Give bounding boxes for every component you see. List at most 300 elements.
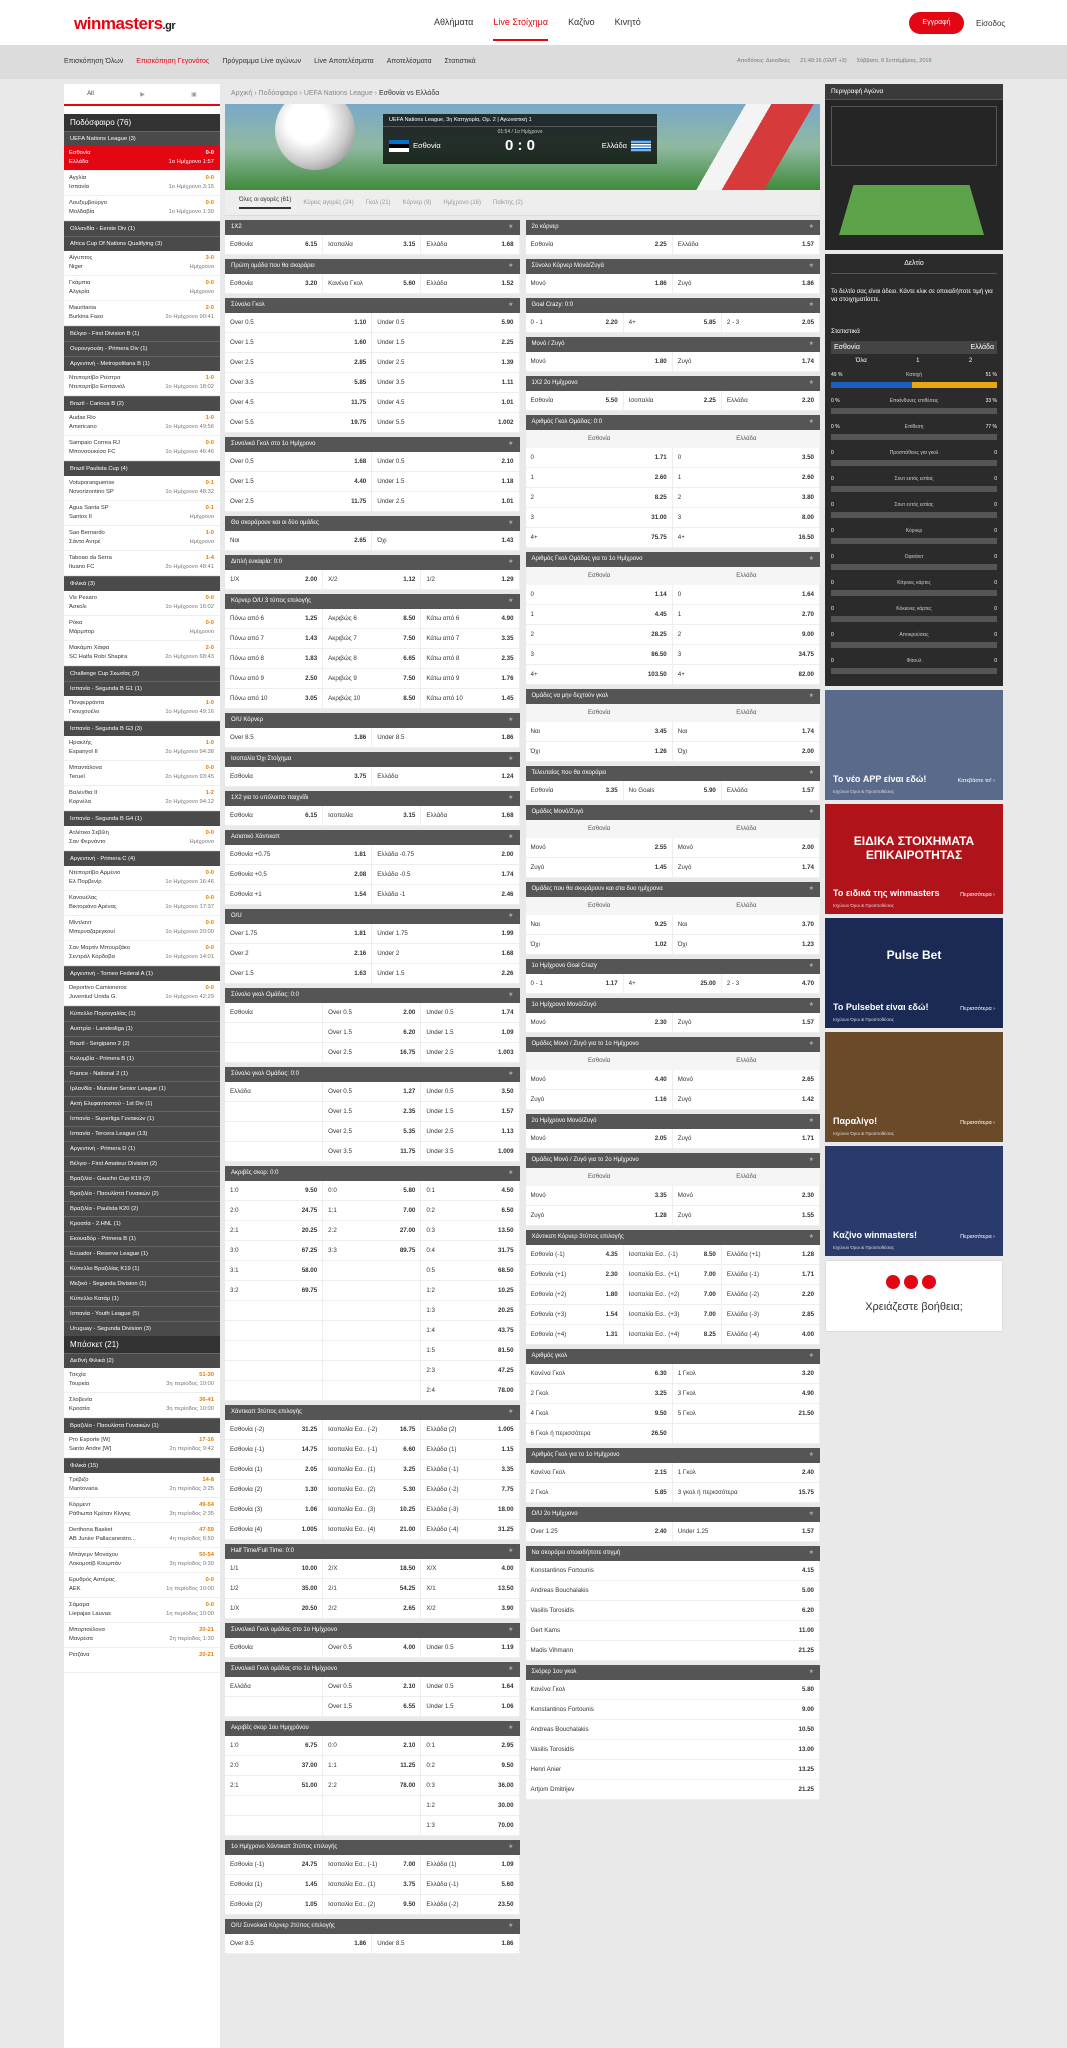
odds-format-select[interactable]: Αποδόσεις: Δεκαδικές — [737, 58, 791, 64]
odds-cell[interactable] — [526, 1700, 821, 1719]
odds-cell[interactable] — [421, 1559, 519, 1578]
odds-cell[interactable] — [526, 665, 673, 684]
odds-cell[interactable] — [526, 974, 624, 993]
odds-cell[interactable] — [225, 373, 372, 392]
star-icon[interactable]: ★ — [508, 1548, 514, 1554]
odds-cell[interactable] — [673, 1186, 820, 1205]
match-item[interactable] — [64, 501, 220, 526]
breadcrumb-current[interactable]: Εσθονία vs Ελλάδα — [378, 90, 440, 97]
odds-cell[interactable] — [526, 1090, 673, 1109]
odds-cell[interactable] — [624, 391, 722, 410]
odds-cell[interactable] — [225, 413, 372, 432]
star-icon[interactable]: ★ — [808, 419, 814, 425]
odds-cell[interactable] — [372, 373, 519, 392]
competition-header[interactable]: Βραζιλία - Paulista K20 (2) — [64, 1201, 220, 1216]
logo[interactable]: winmasters.gr — [74, 14, 176, 33]
odds-cell[interactable] — [421, 1321, 519, 1340]
market-header[interactable] — [526, 882, 821, 897]
market-header[interactable] — [225, 1067, 520, 1082]
match-item[interactable] — [64, 1473, 220, 1498]
odds-cell[interactable] — [722, 974, 820, 993]
odds-cell[interactable] — [225, 1776, 323, 1795]
odds-cell[interactable] — [526, 1483, 673, 1502]
match-item[interactable] — [64, 616, 220, 641]
odds-cell[interactable] — [421, 1697, 519, 1716]
odds-cell[interactable] — [225, 1500, 323, 1519]
competition-header[interactable]: Αργεντινή - Torneo Federal A (1) — [64, 966, 220, 981]
match-item[interactable] — [64, 1368, 220, 1393]
market-header[interactable] — [526, 959, 821, 974]
odds-cell[interactable] — [323, 1697, 421, 1716]
star-icon[interactable]: ★ — [808, 693, 814, 699]
market-header[interactable] — [526, 1153, 821, 1168]
odds-cell[interactable] — [323, 1241, 421, 1260]
competition-header[interactable]: Αργεντινή - Metropolitana B (1) — [64, 356, 220, 371]
star-icon[interactable]: ★ — [508, 1409, 514, 1415]
market-header[interactable] — [526, 805, 821, 820]
odds-cell[interactable] — [526, 645, 673, 664]
tab-all[interactable]: All — [87, 91, 94, 97]
match-item[interactable] — [64, 891, 220, 916]
odds-cell[interactable] — [323, 1420, 421, 1439]
odds-cell[interactable] — [673, 448, 820, 467]
competition-header[interactable]: Κύπελλο Βραζιλίας K19 (1) — [64, 1261, 220, 1276]
subnav-item[interactable]: Live Αποτελέσματα — [314, 58, 374, 65]
breadcrumb-link[interactable]: Ποδόσφαιρο — [258, 90, 298, 97]
odds-cell[interactable] — [323, 806, 421, 825]
match-item[interactable] — [64, 736, 220, 761]
betslip-title[interactable]: Δελτίο — [831, 260, 997, 274]
nav-item[interactable]: Live Στοίχημα — [493, 17, 548, 41]
odds-cell[interactable] — [526, 781, 624, 800]
odds-cell[interactable] — [372, 924, 519, 943]
odds-cell[interactable] — [526, 528, 673, 547]
odds-cell[interactable] — [372, 353, 519, 372]
odds-cell[interactable] — [421, 1638, 519, 1657]
odds-cell[interactable] — [225, 649, 323, 668]
odds-cell[interactable] — [722, 1265, 820, 1284]
odds-cell[interactable] — [225, 235, 323, 254]
odds-cell[interactable] — [722, 1305, 820, 1324]
competition-header[interactable]: Αργεντινή - Primera D (1) — [64, 1141, 220, 1156]
market-header[interactable] — [225, 791, 520, 806]
star-icon[interactable]: ★ — [508, 1844, 514, 1850]
nav-item[interactable]: Καζίνο — [568, 17, 595, 27]
odds-cell[interactable] — [673, 1013, 820, 1032]
odds-cell[interactable] — [323, 1102, 421, 1121]
market-header[interactable] — [225, 1662, 520, 1677]
market-header[interactable] — [526, 220, 821, 235]
odds-cell[interactable] — [323, 1221, 421, 1240]
match-item[interactable] — [64, 1548, 220, 1573]
odds-cell[interactable] — [372, 413, 519, 432]
odds-cell[interactable] — [421, 1341, 519, 1360]
odds-cell[interactable] — [421, 1420, 519, 1439]
odds-cell[interactable] — [421, 629, 519, 648]
star-icon[interactable]: ★ — [508, 1170, 514, 1176]
odds-cell[interactable] — [225, 353, 372, 372]
competition-header[interactable]: Βραζιλία - Παουλίστα Γυναικών (1) — [64, 1418, 220, 1433]
match-item[interactable] — [64, 1573, 220, 1598]
competition-header[interactable]: Ισπανία - Segunda B G4 (1) — [64, 811, 220, 826]
competition-header[interactable]: Φιλικά (3) — [64, 576, 220, 591]
odds-cell[interactable] — [372, 531, 519, 550]
odds-cell[interactable] — [673, 935, 820, 954]
odds-cell[interactable] — [673, 1463, 820, 1482]
odds-cell[interactable] — [722, 781, 820, 800]
competition-header[interactable]: Ecuador - Reserve League (1) — [64, 1246, 220, 1261]
odds-cell[interactable] — [421, 1142, 519, 1161]
odds-cell[interactable] — [323, 1677, 421, 1696]
star-icon[interactable]: ★ — [808, 380, 814, 386]
star-icon[interactable]: ★ — [808, 963, 814, 969]
odds-cell[interactable] — [526, 1641, 821, 1660]
odds-cell[interactable] — [673, 665, 820, 684]
subnav-item[interactable]: Στατιστικά — [444, 58, 476, 65]
odds-cell[interactable] — [526, 1384, 673, 1403]
match-item[interactable] — [64, 1623, 220, 1648]
match-item[interactable] — [64, 591, 220, 616]
odds-cell[interactable] — [526, 313, 624, 332]
odds-cell[interactable] — [421, 1736, 519, 1755]
market-header[interactable] — [225, 1623, 520, 1638]
star-icon[interactable]: ★ — [808, 263, 814, 269]
star-icon[interactable]: ★ — [508, 559, 514, 565]
market-header[interactable] — [526, 1230, 821, 1245]
promo-more-link[interactable]: Κατεβάστε το! › — [957, 778, 995, 784]
market-tab[interactable]: Παίκτης (2) — [493, 199, 523, 206]
odds-cell[interactable] — [421, 1221, 519, 1240]
odds-cell[interactable] — [421, 1082, 519, 1101]
odds-cell[interactable] — [225, 806, 323, 825]
competition-header[interactable]: Ισπανία - Segunda B G1 (1) — [64, 681, 220, 696]
odds-cell[interactable] — [421, 1023, 519, 1042]
odds-cell[interactable] — [421, 1855, 519, 1874]
star-icon[interactable]: ★ — [808, 1550, 814, 1556]
match-item[interactable] — [64, 761, 220, 786]
market-header[interactable] — [225, 220, 520, 235]
star-icon[interactable]: ★ — [808, 1234, 814, 1240]
odds-cell[interactable] — [526, 1206, 673, 1225]
promo-banner[interactable] — [825, 1032, 1003, 1142]
odds-cell[interactable] — [323, 1440, 421, 1459]
odds-cell[interactable] — [323, 609, 421, 628]
odds-cell[interactable] — [673, 1483, 820, 1502]
match-item[interactable] — [64, 1498, 220, 1523]
odds-cell[interactable] — [526, 1581, 821, 1600]
odds-cell[interactable] — [225, 1480, 323, 1499]
match-item[interactable] — [64, 981, 220, 1006]
odds-cell[interactable] — [225, 924, 372, 943]
odds-cell[interactable] — [673, 1522, 820, 1541]
competition-header[interactable]: Ισπανία - Superliga Γυναικών (1) — [64, 1111, 220, 1126]
market-header[interactable] — [225, 516, 520, 531]
odds-cell[interactable] — [421, 1261, 519, 1280]
competition-header[interactable]: Εκουαδόρ - Primera B (1) — [64, 1231, 220, 1246]
odds-cell[interactable] — [421, 1480, 519, 1499]
match-item[interactable] — [64, 196, 220, 221]
odds-cell[interactable] — [225, 944, 372, 963]
odds-cell[interactable] — [323, 1460, 421, 1479]
odds-cell[interactable] — [372, 472, 519, 491]
star-icon[interactable]: ★ — [808, 302, 814, 308]
odds-cell[interactable] — [421, 649, 519, 668]
competition-header[interactable]: Brazil - Carioca B (2) — [64, 396, 220, 411]
odds-cell[interactable] — [673, 1206, 820, 1225]
odds-cell[interactable] — [673, 1364, 820, 1383]
odds-cell[interactable] — [225, 1599, 323, 1618]
odds-cell[interactable] — [323, 1122, 421, 1141]
odds-cell[interactable] — [225, 669, 323, 688]
market-tab[interactable]: Κύριες αγορές (24) — [303, 199, 354, 206]
match-item[interactable] — [64, 786, 220, 811]
sport-header-football[interactable]: Ποδόσφαιρο (76) — [64, 114, 220, 131]
star-icon[interactable]: ★ — [808, 1511, 814, 1517]
competition-header[interactable]: Βέλγιο - First Division B (1) — [64, 326, 220, 341]
market-header[interactable] — [225, 259, 520, 274]
odds-cell[interactable] — [421, 1677, 519, 1696]
star-icon[interactable]: ★ — [508, 1923, 514, 1929]
odds-cell[interactable] — [526, 915, 673, 934]
competition-header[interactable]: Africa Cup Of Nations Qualifying (3) — [64, 236, 220, 251]
odds-cell[interactable] — [526, 1424, 673, 1443]
odds-cell[interactable] — [673, 352, 820, 371]
odds-cell[interactable] — [526, 1013, 673, 1032]
odds-cell[interactable] — [526, 1522, 673, 1541]
market-header[interactable] — [526, 552, 821, 567]
odds-cell[interactable] — [526, 468, 673, 487]
odds-cell[interactable] — [722, 391, 820, 410]
odds-cell[interactable] — [225, 1221, 323, 1240]
odds-cell[interactable] — [372, 885, 519, 904]
match-item[interactable] — [64, 1648, 220, 1673]
star-icon[interactable]: ★ — [808, 1353, 814, 1359]
odds-cell[interactable] — [421, 1520, 519, 1539]
subnav-item[interactable]: Πρόγραμμα Live αγώνων — [222, 58, 302, 65]
odds-cell[interactable] — [673, 625, 820, 644]
odds-cell[interactable] — [673, 838, 820, 857]
breadcrumb-link[interactable]: UEFA Nations League — [303, 90, 373, 97]
competition-header[interactable]: Ισπανία - Segunda B G3 (3) — [64, 721, 220, 736]
market-header[interactable] — [526, 259, 821, 274]
odds-cell[interactable] — [722, 1245, 820, 1264]
match-item[interactable] — [64, 696, 220, 721]
odds-cell[interactable] — [225, 689, 323, 708]
promo-banner[interactable] — [825, 804, 1003, 914]
odds-cell[interactable] — [225, 1281, 323, 1300]
odds-cell[interactable] — [526, 488, 673, 507]
odds-cell[interactable] — [372, 845, 519, 864]
odds-cell[interactable] — [526, 742, 673, 761]
competition-header[interactable]: Ολλανδία - Eerste Div (1) — [64, 221, 220, 236]
nav-item[interactable]: Κινητό — [614, 17, 641, 27]
market-header[interactable] — [225, 988, 520, 1003]
match-item[interactable] — [64, 641, 220, 666]
star-icon[interactable]: ★ — [808, 341, 814, 347]
odds-cell[interactable] — [225, 570, 323, 589]
odds-cell[interactable] — [722, 1325, 820, 1344]
star-icon[interactable]: ★ — [808, 1002, 814, 1008]
market-header[interactable] — [526, 376, 821, 391]
odds-cell[interactable] — [673, 585, 820, 604]
odds-cell[interactable] — [421, 1003, 519, 1022]
help-box[interactable] — [825, 1260, 1003, 1332]
star-icon[interactable]: ★ — [508, 1666, 514, 1672]
odds-cell[interactable] — [421, 689, 519, 708]
odds-cell[interactable] — [421, 1102, 519, 1121]
odds-cell[interactable] — [421, 1579, 519, 1598]
odds-cell[interactable] — [673, 605, 820, 624]
odds-cell[interactable] — [225, 885, 372, 904]
odds-cell[interactable] — [526, 391, 624, 410]
odds-cell[interactable] — [526, 1285, 624, 1304]
odds-cell[interactable] — [225, 1736, 323, 1755]
match-item[interactable] — [64, 1393, 220, 1418]
odds-cell[interactable] — [225, 1460, 323, 1479]
competition-header[interactable]: Φιλικά (15) — [64, 1458, 220, 1473]
competition-header[interactable]: Ακτή Ελεφαντοστού - 1st Div (1) — [64, 1096, 220, 1111]
odds-cell[interactable] — [421, 1500, 519, 1519]
star-icon[interactable]: ★ — [808, 1118, 814, 1124]
market-header[interactable] — [225, 1721, 520, 1736]
odds-cell[interactable] — [225, 1756, 323, 1775]
odds-cell[interactable] — [526, 1070, 673, 1089]
market-tab[interactable]: Κόρνερ (9) — [402, 199, 432, 206]
match-item[interactable] — [64, 476, 220, 501]
stats-tab[interactable]: 1 — [916, 358, 920, 364]
odds-cell[interactable] — [526, 605, 673, 624]
competition-header[interactable]: France - National 2 (1) — [64, 1066, 220, 1081]
match-item[interactable] — [64, 1433, 220, 1458]
competition-header[interactable]: Ουρουγουάη - Primera Div (1) — [64, 341, 220, 356]
odds-cell[interactable] — [225, 1855, 323, 1874]
odds-cell[interactable] — [673, 1384, 820, 1403]
odds-cell[interactable] — [673, 1129, 820, 1148]
match-item[interactable] — [64, 941, 220, 966]
odds-cell[interactable] — [225, 767, 372, 786]
odds-cell[interactable] — [673, 645, 820, 664]
market-header[interactable] — [225, 1919, 520, 1934]
odds-cell[interactable] — [624, 1245, 722, 1264]
odds-cell[interactable] — [526, 1305, 624, 1324]
odds-cell[interactable] — [421, 1895, 519, 1914]
competition-header[interactable]: UEFA Nations League (3) — [64, 131, 220, 146]
market-header[interactable] — [225, 830, 520, 845]
competition-header[interactable]: Ισπανία - Youth League (5) — [64, 1306, 220, 1321]
subnav-item[interactable]: Επισκόπηση Όλων — [64, 58, 124, 65]
odds-cell[interactable] — [421, 1875, 519, 1894]
odds-cell[interactable] — [526, 1325, 624, 1344]
odds-cell[interactable] — [323, 1003, 421, 1022]
star-icon[interactable]: ★ — [508, 520, 514, 526]
odds-cell[interactable] — [225, 1875, 323, 1894]
odds-cell[interactable] — [225, 313, 372, 332]
market-header[interactable] — [526, 766, 821, 781]
odds-cell[interactable] — [421, 274, 519, 293]
odds-cell[interactable] — [673, 742, 820, 761]
odds-cell[interactable] — [526, 1760, 821, 1779]
market-header[interactable] — [526, 415, 821, 430]
odds-cell[interactable] — [421, 1460, 519, 1479]
match-item[interactable] — [64, 916, 220, 941]
odds-cell[interactable] — [421, 1043, 519, 1062]
odds-cell[interactable] — [421, 1440, 519, 1459]
promo-more-link[interactable]: Περισσότερα › — [960, 1234, 995, 1240]
odds-cell[interactable] — [323, 1480, 421, 1499]
odds-cell[interactable] — [526, 838, 673, 857]
odds-cell[interactable] — [372, 964, 519, 983]
odds-cell[interactable] — [673, 528, 820, 547]
competition-header[interactable]: Διεθνή Φιλικά (2) — [64, 1353, 220, 1368]
market-header[interactable] — [526, 1507, 821, 1522]
odds-cell[interactable] — [421, 1599, 519, 1618]
odds-cell[interactable] — [526, 1364, 673, 1383]
odds-cell[interactable] — [225, 1934, 372, 1953]
odds-cell[interactable] — [421, 1361, 519, 1380]
match-item[interactable] — [64, 171, 220, 196]
odds-cell[interactable] — [526, 1245, 624, 1264]
odds-cell[interactable] — [225, 1241, 323, 1260]
odds-cell[interactable] — [526, 935, 673, 954]
odds-cell[interactable] — [323, 1520, 421, 1539]
odds-cell[interactable] — [372, 865, 519, 884]
promo-banner[interactable] — [825, 1146, 1003, 1256]
market-header[interactable] — [225, 437, 520, 452]
login-link[interactable]: Είσοδος — [976, 19, 1006, 28]
odds-cell[interactable] — [673, 235, 820, 254]
odds-cell[interactable] — [526, 1720, 821, 1739]
match-item[interactable] — [64, 526, 220, 551]
odds-cell[interactable] — [323, 274, 421, 293]
chat-icon[interactable] — [886, 1275, 900, 1289]
odds-cell[interactable] — [323, 1082, 421, 1101]
competition-header[interactable]: Uruguay - Segunda Division (3) — [64, 1321, 220, 1336]
star-icon[interactable]: ★ — [508, 224, 514, 230]
odds-cell[interactable] — [421, 1281, 519, 1300]
odds-cell[interactable] — [624, 1265, 722, 1284]
odds-cell[interactable] — [323, 1855, 421, 1874]
odds-cell[interactable] — [421, 1122, 519, 1141]
market-tab[interactable]: Γκολ (21) — [365, 199, 391, 206]
star-icon[interactable]: ★ — [508, 1071, 514, 1077]
odds-cell[interactable] — [323, 1559, 421, 1578]
odds-cell[interactable] — [421, 1301, 519, 1320]
odds-cell[interactable] — [372, 452, 519, 471]
odds-cell[interactable] — [323, 669, 421, 688]
competition-header[interactable]: Αυστρία - Landesliga (1) — [64, 1021, 220, 1036]
odds-cell[interactable] — [372, 333, 519, 352]
odds-cell[interactable] — [323, 1875, 421, 1894]
nav-item[interactable]: Αθλήματα — [434, 17, 474, 27]
odds-cell[interactable] — [526, 448, 673, 467]
competition-header[interactable]: Βέλγιο - First Amateur Division (2) — [64, 1156, 220, 1171]
market-header[interactable] — [225, 1544, 520, 1559]
star-icon[interactable]: ★ — [508, 756, 514, 762]
star-icon[interactable]: ★ — [808, 224, 814, 230]
competition-header[interactable]: Brazil - Sergipano 2 (2) — [64, 1036, 220, 1051]
market-header[interactable] — [526, 1546, 821, 1561]
match-item[interactable] — [64, 826, 220, 851]
competition-header[interactable]: Αργεντινή - Primera C (4) — [64, 851, 220, 866]
market-header[interactable] — [225, 909, 520, 924]
odds-cell[interactable] — [421, 1201, 519, 1220]
star-icon[interactable]: ★ — [808, 1041, 814, 1047]
star-icon[interactable]: ★ — [508, 598, 514, 604]
odds-cell[interactable] — [421, 1181, 519, 1200]
odds-cell[interactable] — [225, 845, 372, 864]
odds-cell[interactable] — [624, 781, 722, 800]
odds-cell[interactable] — [526, 1463, 673, 1482]
